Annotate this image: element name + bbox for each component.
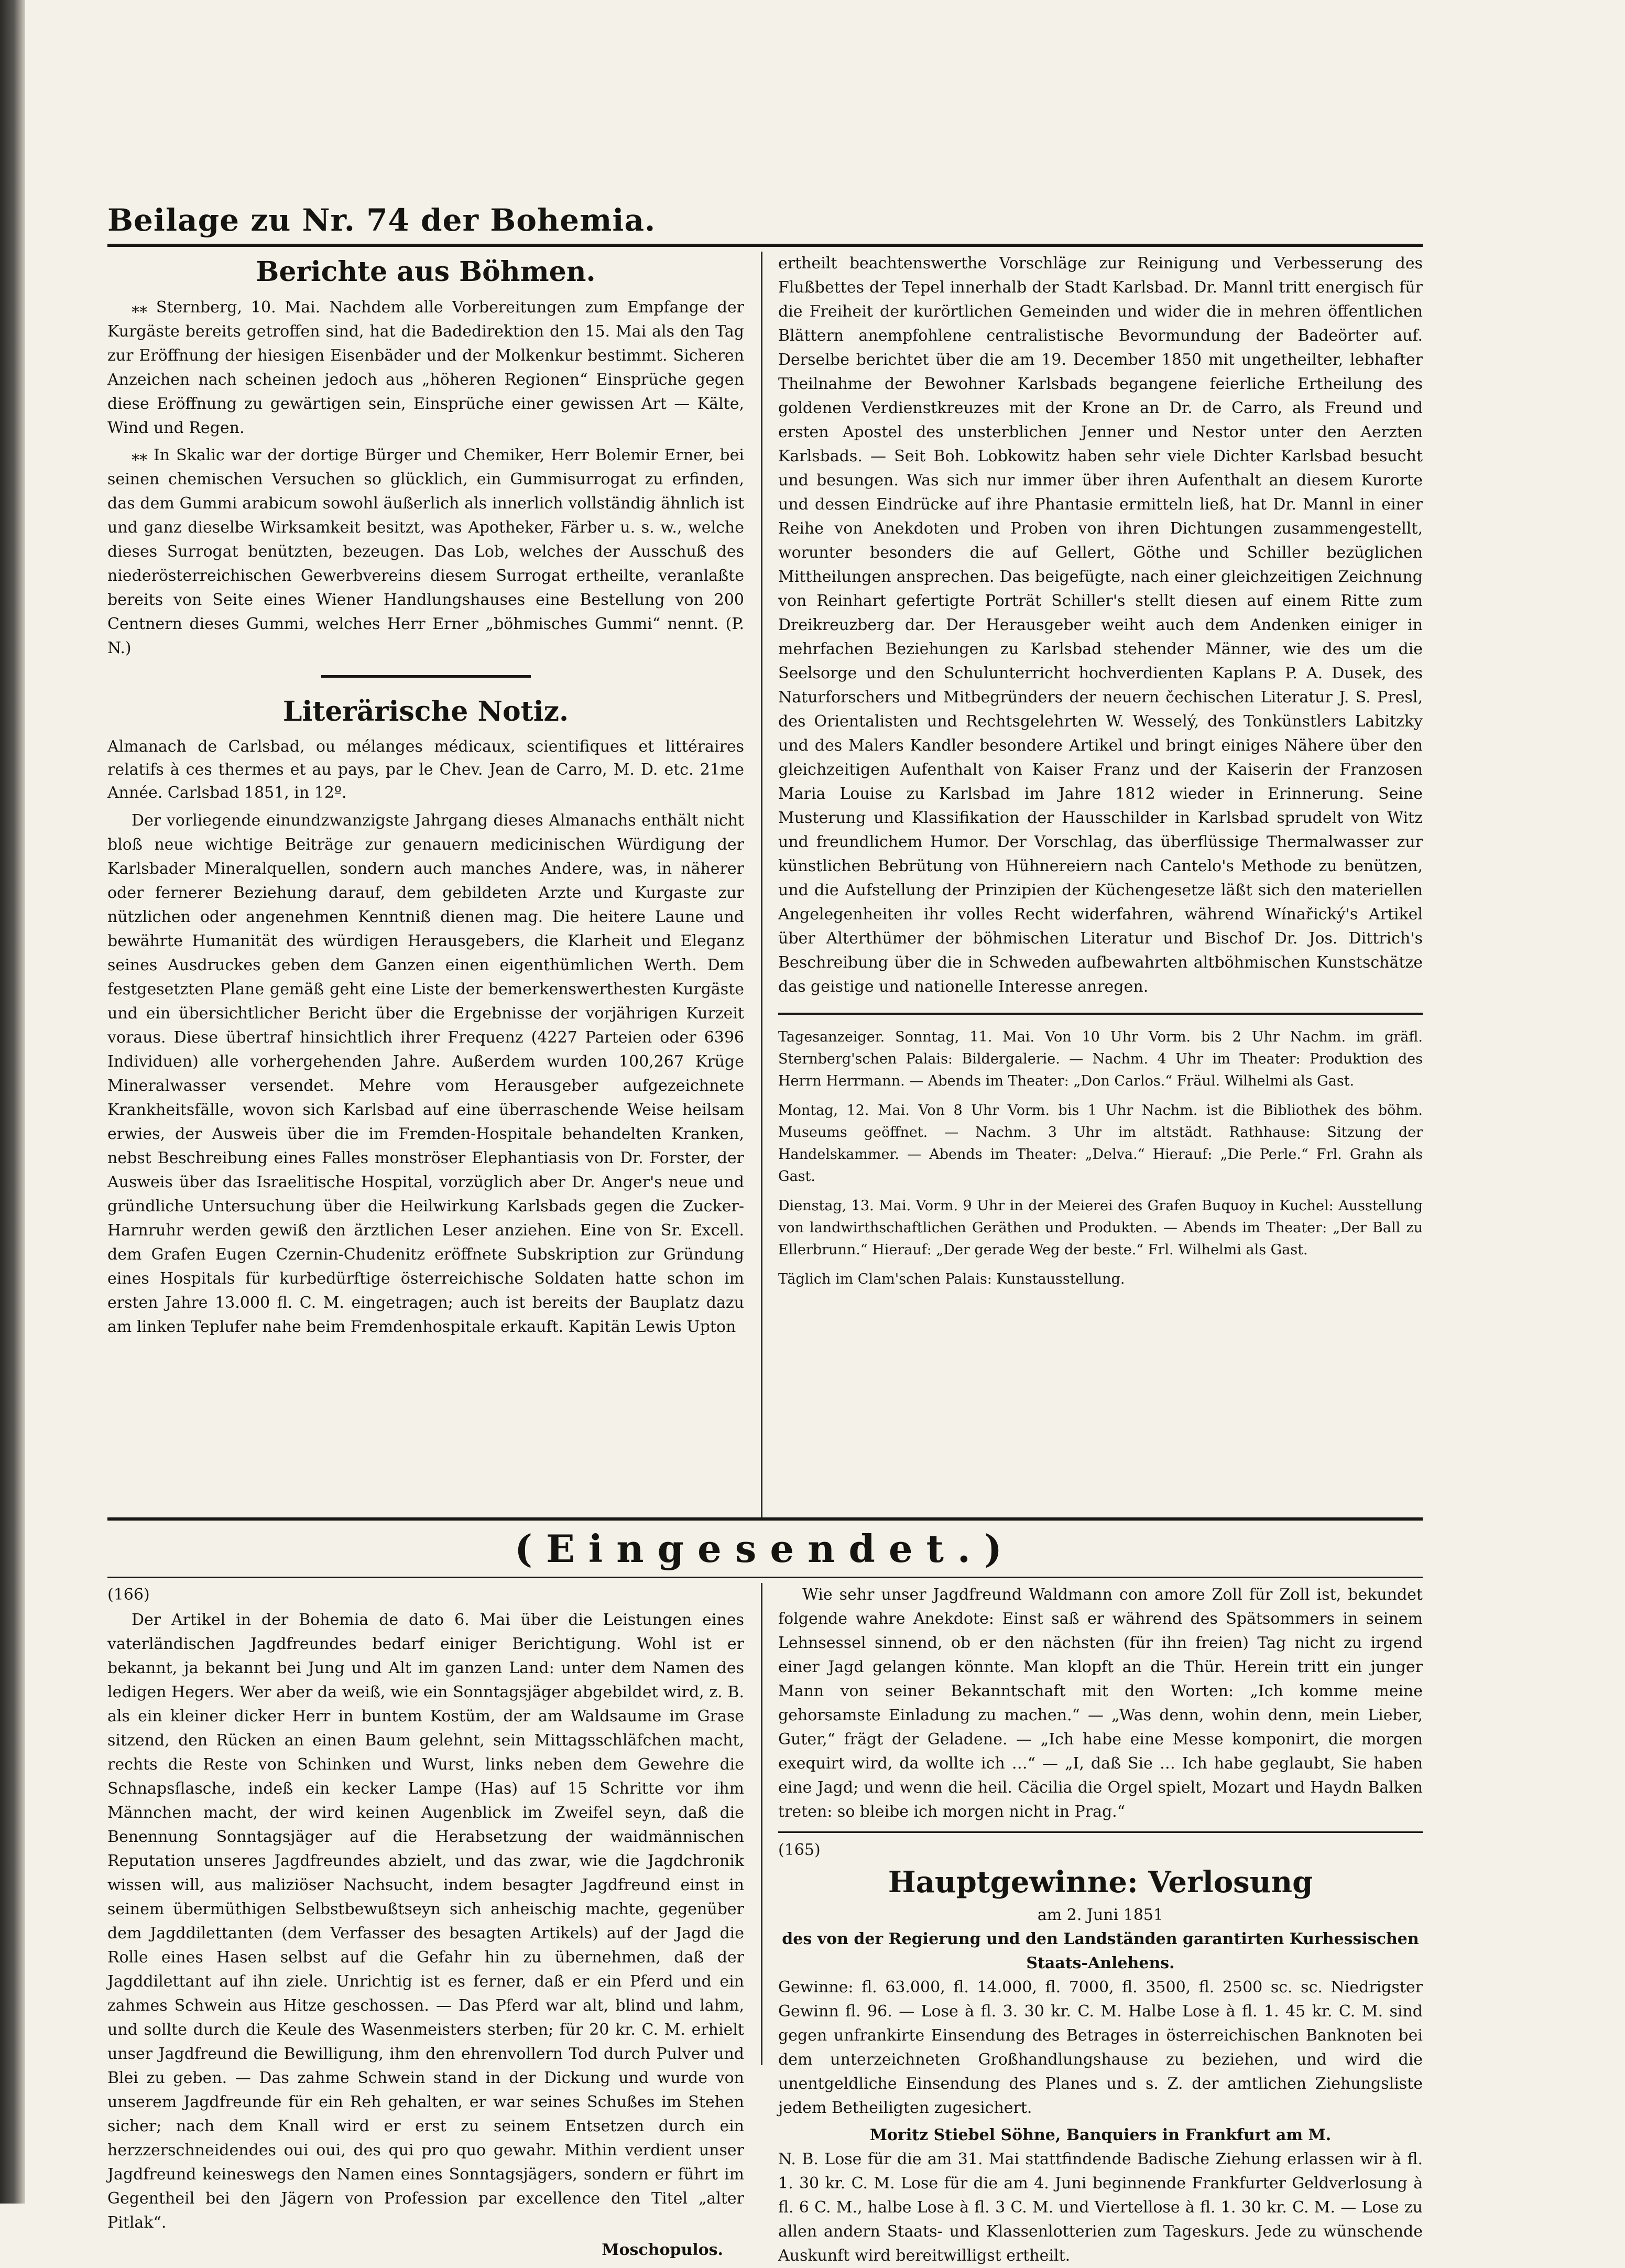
report-skalic: ⁎⁎ In Skalic war der dortige Bürger und Chemiker, Herr Bolemir Erner, bei seinen chemischen Versuchen so glücklich, ein Gummisurrogat zu erfinden, das dem Gummi arabicum sowohl äußerlich als innerlich vollständig ähnlich ist und ganz dieselbe Wirksamkeit besitzt, was Apotheker, Färber u. s. w., welche dieses Surrogat benützten, bezeugen. Das Lob, welches der Ausschuß des niederösterreichischen Gewerbvereins diesem Surrogat ertheilte, veranlaßte bereits von Seite eines Wiener Handlungshauses eine Bestellung von 200 Centnern dieses Gummi, welches Herr Erner „böhmisches Gummi“ nennt. (P. N.) bbox=[107, 446, 744, 657]
literary-note-continued: ertheilt beachtenswerthe Vorschläge zur Reinigung und Verbesserung des Flußbettes der Tepel innerhalb der Stadt Karlsbad. Dr. Mannl tritt energisch für die Freiheit der kurörtlichen Gemeinden und wider die in mehren öffentlichen Blättern anempfohlene centralistische Bevormundung der Badeörter auf. Derselbe berichtet über die am 19. December 1850 mit ungetheilter, lebhafter Theilnahme der Bewohner Karlsbads begangene feierliche Ertheilung des goldenen Verdienstkreuzes mit der Krone an Dr. de Carro, als Freund und ersten Apostel des unsterblichen Jenner und Nestor unter den Aerzten Karlsbads. — Seit Boh. Lobkowitz haben sehr viele Dichter Karlsbad besucht und besungen. Was sich nur immer über ihren Aufenthalt an diesem Kurorte und dessen Eindrücke auf ihre Phantasie ermitteln ließ, hat Dr. Mannl in einer Reihe von Anekdoten und Proben von ihren Dichtungen zusammengestellt, worunter besonders die auf Gellert, Göthe und Schiller bezüglichen Mittheilungen ansprechen. Das beigefügte, nach einer gleichzeitigen Zeichnung von Reinhart gefertigte Porträt Schiller's stellt diesen auf einem Ritte zum Dreikreuzberg dar. Der Herausgeber weiht auch dem Andenken einiger in mehrfachen Beziehungen zu Karlsbad stehender Männer, wie des um die Seelsorge und den Schulunterricht hochverdienten Kaplans P. A. Dusek, des Naturforschers und Mitbegründers der neuern čechischen Literatur J. S. Presl, des Orientalisten und Rechtsgelehrten W. Wesselý, des Tonkünstlers Labitzky und des Malers Kandler besondere Artikel und bringt einiges Nähere über den gleichzeitigen Aufenthalt von Kaiser Franz und der Kaiserin der Franzosen Maria Louise zu Karlsbad im Jahre 1812 wieder in Erinnerung. Seine Musterung und Klassifikation der Hausschilder in Karlsbad sprudelt von Witz und freundlichem Humor. Der Vorschlag, das überflüssige Thermalwasser zur künstlichen Bebrütung von Hühnereiern nach Cantelo's Methode zu benützen, und die Aufstellung der Prinzipien der Küchengesetze läßt sich den materiellen Angelegenheiten ihr volles Recht widerfahren, während Wínařický's Artikel über Alterthümer der böhmischen Literatur und Bischof Dr. Jos. Dittrich's Beschreibung über die in Schweden aufbewahrten altböhmischen Kunstschätze das geistige und nationelle Interesse anregen. bbox=[778, 254, 1423, 996]
right-column bbox=[778, 252, 1423, 1337]
calendar-divider bbox=[778, 1013, 1423, 1015]
left-column bbox=[107, 252, 744, 1337]
section-title-literary-note: Literärische Notiz. bbox=[282, 696, 569, 728]
calendar-monday: Montag, 12. Mai. Von 8 Uhr Vorm. bis 1 Uhr Nachm. ist die Bibliothek des böhm. Museums geöffnet. — Nachm. 3 Uhr im altstädt. Rathhause: Sitzung der Handelskammer. — Abends im Theater: „Delva.“ Hierauf: „Die Perle.“ Frl. Grahn als Gast. bbox=[778, 1102, 1423, 1185]
calendar-daily: Täglich im Clam'schen Palais: Kunstausstellung. bbox=[778, 1271, 1125, 1287]
eingesendet-title: (Eingesendet.) bbox=[514, 1526, 1016, 1571]
anecdote: Wie sehr unser Jagdfreund Waldmann con amore Zoll für Zoll ist, bekundet folgende wahre Anekdote: Einst saß er während des Spätsommers in seinem Lehnsessel sinnend, ob er den nächsten (für ihn freien) Tag nicht zu irgend einer Jagd gelangen könnte. Man klopft an die Thür. Herein tritt ein junger Mann von seiner Bekanntschaft mit den Worten: „Ich komme meine gehorsamste Einladung zu machen.“ — „Was denn, wohin denn, mein Lieber, Guter,“ frägt der Geladene. — „Ich habe eine Messe komponirt, die morgen exequirt wird, da wollte ich …“ — „I, daß Sie … Ich habe geglaubt, Sie haben eine Jagd; und wenn die heil. Cäcilia die Orgel spielt, Mozart und Haydn Balken treten: so bleibe ich morgen nicht in Prag.“ bbox=[778, 1586, 1423, 1821]
newspaper-page bbox=[107, 199, 1423, 2265]
book-citation: Almanach de Carlsbad, ou mélanges médicaux, scientifiques et littéraires relatifs à ces thermes et au pays, par le Chev. Jean de Carro, M. D. etc. 21me Année. Carlsbad 1851, in 12º. bbox=[107, 737, 744, 802]
lottery-date: am 2. Juni 1851 bbox=[1037, 1906, 1164, 1924]
scan-edge bbox=[0, 0, 25, 2204]
signature: Moschopulos. bbox=[602, 2241, 723, 2259]
lottery-terms: Gewinne: fl. 63.000, fl. 14.000, fl. 7000, fl. 3500, fl. 2500 sc. sc. Niedrigster Gewinn fl. 96. — Lose à fl. 3. 30 kr. C. M. Halbe Lose à fl. 1. 45 kr. C. M. sind gegen unfrankirte Einsendung des Betrages in österreichischen Banknoten bei dem unterzeichneten Großhandlungshause zu beziehen, und wird die unentgeldliche Einsendung des Planes und s. Z. der amtlichen Ziehungsliste jedem Betheiligten zugesichert. bbox=[778, 1978, 1423, 2117]
section-title-bohemia-reports: Berichte aus Böhmen. bbox=[256, 256, 596, 288]
firm-name: Moritz Stiebel Söhne, Banquiers in Frankfurt am M. bbox=[869, 2126, 1332, 2144]
lottery-subject: des von der Regierung und den Landständen garantirten Kurhessischen Staats-Anlehens. bbox=[782, 1930, 1419, 1972]
firm-notice: N. B. Lose für die am 31. Mai stattfindende Badische Ziehung erlassen wir à fl. 1. 30 kr. C. M. Lose für die am 4. Juni beginnende Frankfurter Geldverlosung à fl. 6 C. M., halbe Lose à fl. 3 C. M. und Viertellose à fl. 1. 30 kr. C. M. — Lose zu allen andern Staats- und Klassenlotterien zum Tageskurs. Jede zu wünschende Auskunft wird bereitwilligst ertheilt. bbox=[778, 2150, 1423, 2265]
eingesendet-right-column bbox=[778, 1583, 1423, 2265]
report-sternberg: ⁎⁎ Sternberg, 10. Mai. Nachdem alle Vorbereitungen zum Empfange der Kurgäste bereits getroffen sind, hat die Badedirektion den 15. Mai als den Tag zur Eröffnung der hiesigen Eisenbäder und der Molkenkur bestimmt. Sicheren Anzeichen nach scheinen jedoch aus „höheren Regionen“ Einsprüche gegen diese Eröffnung zu gewärtigen sein, Einsprüche einer gewissen Art — Kälte, Wind und Regen. bbox=[107, 298, 744, 437]
masthead: Beilage zu Nr. 74 der Bohemia. bbox=[107, 202, 656, 238]
column-rule-lower bbox=[761, 1583, 762, 2065]
calendar-sunday: Tagesanzeiger. Sonntag, 11. Mai. Von 10 Uhr Vorm. bis 2 Uhr Nachm. im gräfl. Sternberg'schen Palais: Bildergalerie. — Nachm. 4 Uhr im Theater: Produktion des Herrn Herrmann. — Abends im Theater: „Don Carlos.“ Fräul. Wilhelmi als Gast. bbox=[778, 1029, 1423, 1089]
section-divider bbox=[321, 675, 531, 678]
notice-number: (166) bbox=[107, 1586, 150, 1604]
section-rule bbox=[107, 1517, 1423, 1521]
column-rule bbox=[761, 252, 762, 1520]
eingesendet-left-column bbox=[107, 1583, 744, 2259]
section-rule-thin bbox=[107, 1577, 1423, 1578]
hunter-article: Der Artikel in der Bohemia de dato 6. Mai über die Leistungen eines vaterländischen Jagdfreundes bedarf einiger Berichtigung. Wohl ist er bekannt, ja bekannt bei Jung und Alt im ganzen Land: unter dem Namen des ledigen Hegers. Wer aber da weiß, wie ein Sonntagsjäger abgebildet wird, z. B. als ein kleiner dicker Herr in buntem Kostüm, der am Waldsaume im Grase sitzend, den Rücken an einen Baum gelehnt, sein Mittagsschläfchen macht, rechts die Reste von Schinken und Wurst, links neben dem Gewehre die Schnapsflasche, indeß ein kecker Lampe (Has) auf 15 Schritte vor ihm Männchen macht, der wird keinen Augenblick im Zweifel seyn, daß die Benennung Sonntagsjäger auf die Herabsetzung der waidmännischen Reputation unseres Jagdfreundes abzielt, und das zwar, wie die Jagdchronik wissen will, aus maliziöser Nachsucht, indem besagter Jagdfreund einst in seinem übermüthigen Selbstbewußtseyn sich anheischig machte, gegenüber dem Jagddilettanten (dem Verfasser des besagten Artikels) auf der Jagd die Rolle eines Hasen selbst auf die Gefahr hin zu übernehmen, daß der Jagddilettant auf ihn ziele. Unrichtig ist es ferner, daß er ein Pferd und ein zahmes Schwein aus Hitze geschossen. — Das Pferd war alt, blind und lahm, und sollte durch die Keule des Wasenmeisters sterben; für 20 kr. C. M. erhielt unser Jagdfreund die Bewilligung, ihm den ehrenvollern Tod durch Pulver und Blei zu geben. — Das zahme Schwein stand in der Dickung und wurde von unserem Jagdfreunde für ein Reh gehalten, er war seines Schußes im Stehen sicher; nach dem Knall wird er erst zu seinem Entsetzen durch ein herzzerschneidendes oui oui, des qui pro quo gewahr. Mithin verdient unser Jagdfreund keineswegs den Namen eines Sonntagsjägers, sondern er führt im Gegentheil bei den Jägern von Profession par excellence den Titel „alter Pitlak“. bbox=[107, 1611, 744, 2232]
masthead-rule bbox=[107, 244, 1423, 247]
ad-number: (165) bbox=[778, 1841, 821, 1859]
ad-divider bbox=[778, 1831, 1423, 1833]
literary-note-text: Der vorliegende einundzwanzigste Jahrgang dieses Almanachs enthält nicht bloß neue wichtige Beiträge zur genauern medicinischen Würdigung der Karlsbader Mineralquellen, sondern auch manches Andere, was, in näherer oder fernerer Beziehung darauf, dem gebildeten Arzte und Kurgaste zur nützlichen oder angenehmen Kenntniß dienen mag. Die heitere Laune und bewährte Humanität des würdigen Herausgebers, die Klarheit und Eleganz seines Ausdruckes geben dem Ganzen einen eigenthümlichen Werth. Dem festgesetzten Plane gemäß geht eine Liste der bemerkenswerthesten Kurgäste und ein übersichtlicher Bericht über die Ergebnisse der vorjährigen Kurzeit voraus. Diese übertraf hinsichtlich ihrer Frequenz (4227 Parteien oder 6396 Individuen) alle vorhergehenden Jahre. Außerdem wurden 100,267 Krüge Mineralwasser versendet. Mehre vom Herausgeber aufgezeichnete Krankheitsfälle, wovon sich Karlsbad auf eine überraschende Weise heilsam erwies, der Ausweis über die im Fremden-Hospitale behandelten Kranken, nebst Beschreibung eines Falles monströser Elephantiasis von Dr. Forster, der Ausweis über das Israelitische Hospital, vorzüglich aber Dr. Anger's neue und gründliche Untersuchung über die Heilwirkung Karlsbads gegen die Zucker-Harnruhr werden gewiß den ärztlichen Leser anziehen. Eine von Sr. Excell. dem Grafen Eugen Czernin-Chudenitz eröffnete Subskription zur Gründung eines Hospitals für kurbedürftige österreichische Soldaten hatte schon im ersten Jahre 13.000 fl. C. M. eingetragen; auch ist bereits der Bauplatz dazu am linken Teplufer nahe beim Fremdenhospitale erkauft. Kapitän Lewis Upton bbox=[107, 811, 744, 1336]
calendar-tuesday: Dienstag, 13. Mai. Vorm. 9 Uhr in der Meierei des Grafen Buquoy in Kuchel: Ausstellung von landwirthschaftlichen Geräthen und Produkten. — Abends im Theater: „Der Ball zu Ellerbrunn.“ Hierauf: „Der gerade Weg der beste.“ Frl. Wilhelmi als Gast. bbox=[778, 1198, 1423, 1258]
lottery-title: Hauptgewinne: Verlosung bbox=[888, 1865, 1313, 1900]
